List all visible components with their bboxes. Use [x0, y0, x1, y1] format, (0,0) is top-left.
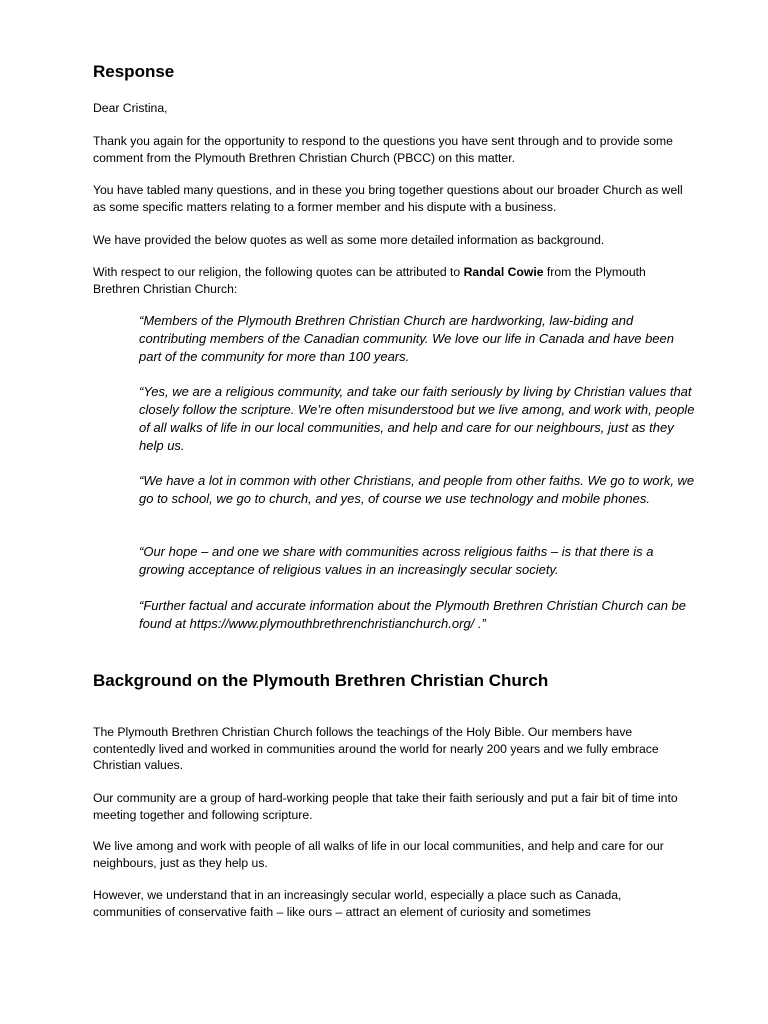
background-paragraph-2: Our community are a group of hard-working people that take their faith seriously and put a fair bit of time into meeting together and following scripture. [93, 791, 678, 822]
greeting: Dear Cristina, [93, 101, 168, 115]
quote-3: “We have a lot in common with other Christians, and people from other faiths. We go to work, we go to school, we go to church, and yes, of course we use technology and mobile phones. [139, 473, 695, 506]
background-paragraph-1: The Plymouth Brethren Christian Church follows the teachings of the Holy Bible. Our members have contentedly lived and worked in communities around the world for nearly 200 years and we fully embrace Christian values. [93, 725, 659, 772]
background-paragraph-4: However, we understand that in an increasingly secular world, especially a place such as Canada, communities of conservative faith – like ours – attract an element of curiosity and sometimes [93, 888, 622, 919]
response-paragraph-2: You have tabled many questions, and in these you bring together questions about our broader Church as well as some specific matters relating to a former member and his dispute with a business. [93, 183, 683, 214]
quote-4: “Our hope – and one we share with communities across religious faiths – is that there is a growing acceptance of religious values in an increasingly secular society. [139, 544, 654, 577]
quote-5: “Further factual and accurate information about the Plymouth Brethren Christian Church can be found at https://www.plymouthbrethrenchristianchurch.org/ .” [139, 598, 687, 631]
background-paragraph-3: We live among and work with people of all walks of life in our local communities, and help and care for our neighbours, just as they help us. [93, 839, 664, 870]
response-paragraph-3: We have provided the below quotes as well as some more detailed information as background. [93, 233, 605, 247]
response-paragraph-4 [93, 264, 693, 297]
background-heading: Background on the Plymouth Brethren Christian Church [93, 671, 549, 690]
attribution-name: Randal Cowie [463, 265, 544, 279]
response-paragraph-1: Thank you again for the opportunity to respond to the questions you have sent through and to provide some comment from the Plymouth Brethren Christian Church (PBCC) on this matter. [93, 134, 673, 165]
quote-1: “Members of the Plymouth Brethren Christian Church are hardworking, law-biding and contributing members of the Canadian community. We love our life in Canada and have been part of the community for more than 100 years. [139, 313, 674, 364]
attribution-tail: from the Plymouth Brethren Christian Church: [93, 265, 646, 296]
attribution-lead: With respect to our religion, the following quotes can be attributed to [93, 265, 464, 279]
quote-2: “Yes, we are a religious community, and take our faith seriously by living by Christian values that closely follow the scripture. We’re often misunderstood but we live among, and work with, people of all walks of life in our local communities, and help and care for our neighbours, just as they help us. [139, 384, 695, 453]
response-heading: Response [93, 62, 175, 81]
